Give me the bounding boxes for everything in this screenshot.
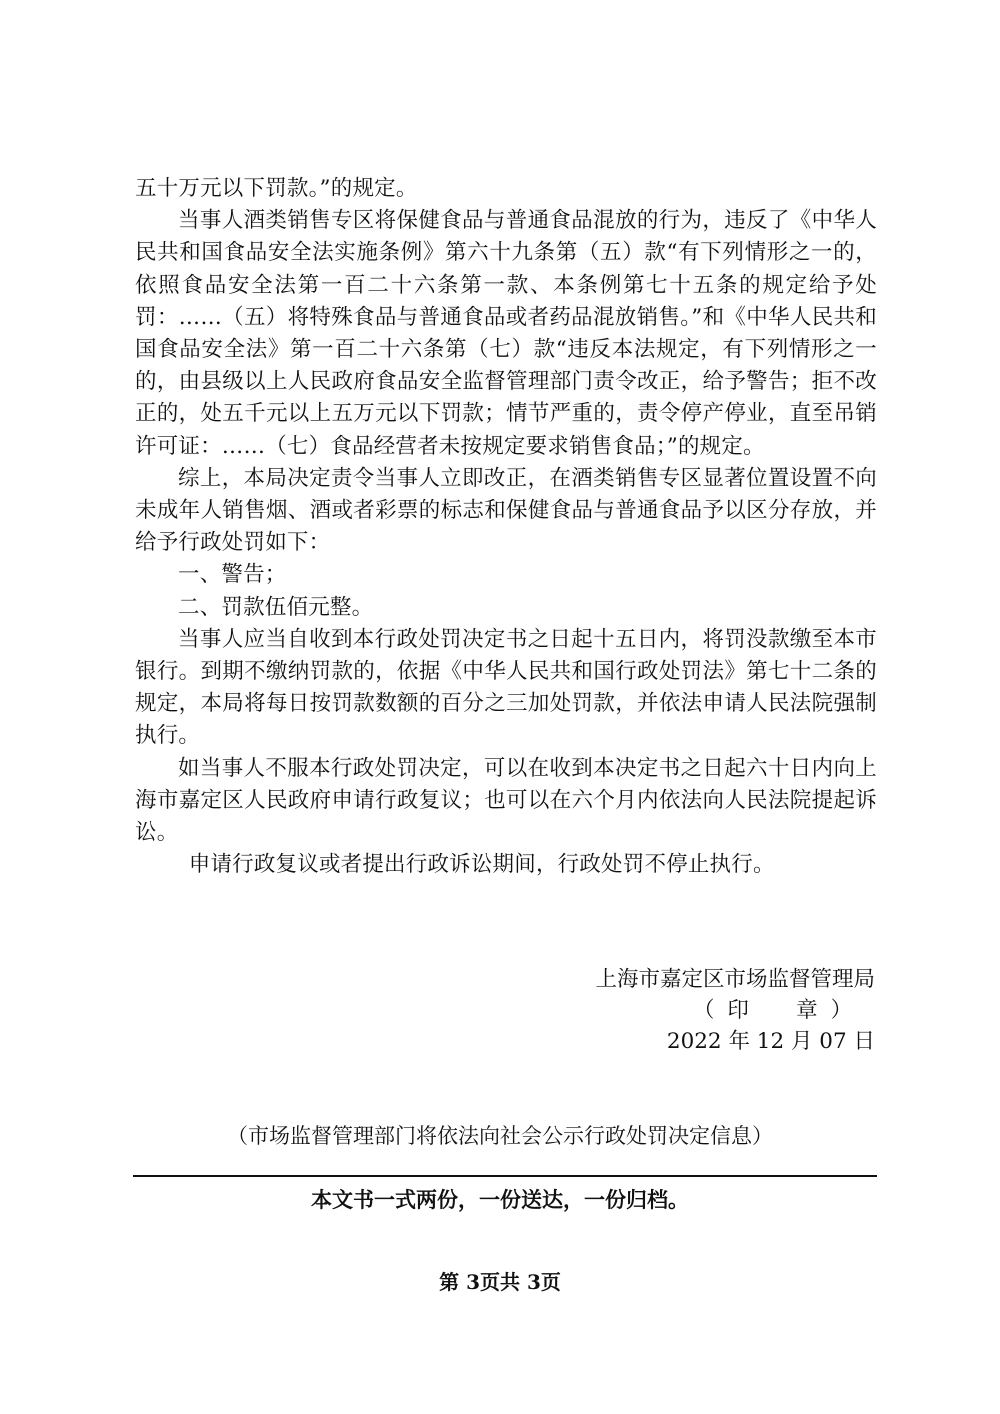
publicity-notice: （市场监督管理部门将依法向社会公示行政处罚决定信息）	[227, 1124, 773, 1148]
paragraph-decision: 综上，本局决定责令当事人立即改正，在酒类销售专区显著位置设置不向未成年人销售烟、酒或者彩票的标志和保健食品与普通食品予以区分存放，并给予行政处罚如下：	[135, 465, 877, 556]
signature-block	[595, 964, 875, 1057]
issuing-organization: 上海市嘉定区市场监督管理局	[595, 967, 875, 992]
paragraph-appeal: 如当事人不服本行政处罚决定，可以在收到本决定书之日起六十日内向上海市嘉定区人民政府申请行政复议；也可以在六个月内依法向人民法院提起诉讼。	[135, 755, 877, 846]
paragraph-continuation: 五十万元以下罚款。”的规定。	[135, 176, 418, 201]
copies-note: 本文书一式两份，一份送达，一份归档。	[311, 1187, 689, 1212]
penalty-item-fine: 二、罚款伍佰元整。	[178, 594, 374, 620]
penalty-item-warning: 一、警告；	[178, 562, 287, 588]
issue-date: 2022 年 12 月 07 日	[666, 1029, 875, 1054]
paragraph-payment: 当事人应当自收到本行政处罚决定书之日起十五日内，将罚没款缴至本市银行。到期不缴纳罚款的，依据《中华人民共和国行政处罚法》第七十二条的规定，本局将每日按罚款数额的百分之三加处罚款，并依法申请人民法院强制执行。	[135, 626, 877, 749]
paragraph-execution: 申请行政复议或者提出行政诉讼期间，行政处罚不停止执行。	[188, 852, 775, 878]
divider-line	[133, 1175, 877, 1177]
seal-label: （印 章）	[692, 998, 865, 1023]
document-body	[135, 173, 877, 881]
paragraph-violation: 当事人酒类销售专区将保健食品与普通食品混放的行为，违反了《中华人民共和国食品安全法实施条例》第六十九条第（五）款“有下列情形之一的，依照食品安全法第一百二十六条第一款、本条例第七十五条的规定给予处罚：……（五）将特殊食品与普通食品或者药品混放销售。”和《中华人民共和国食品安全法》第一百二十六条第（七）款“违反本法规定，有下列情形之一的，由县级以上人民政府食品安全监督管理部门责令改正，给予警告；拒不改正的，处五千元以上五万元以下罚款；情节严重的，责令停产停业，直至吊销许可证：……（七）食品经营者未按规定要求销售食品；”的规定。	[135, 208, 877, 459]
page-number: 第 3页共 3页	[439, 1270, 561, 1294]
